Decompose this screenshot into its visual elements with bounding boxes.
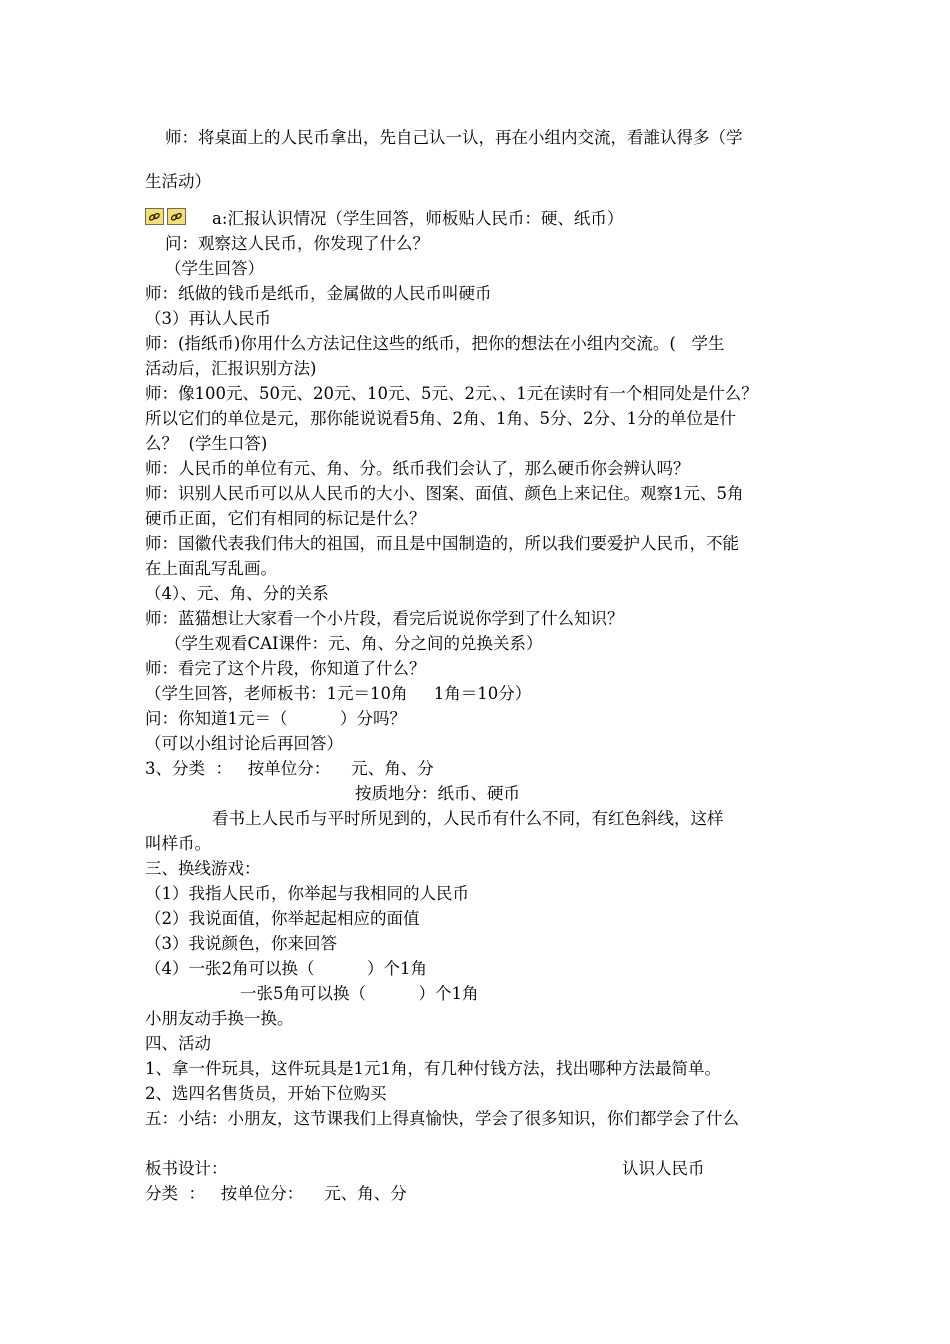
text-line: （4）一张2角可以换（ ）个1角: [145, 959, 427, 978]
text-line: a:汇报认识情况（学生回答，师板贴人民币：硬、纸币）: [212, 209, 624, 228]
text-line: 么？ (学生口答): [145, 434, 268, 453]
text-line: 板书设计：: [145, 1159, 228, 1178]
text-line: （3）再认人民币: [145, 309, 271, 328]
text-line: 在上面乱写乱画。: [145, 559, 277, 578]
hyperlink-icons: [145, 208, 186, 225]
text-line: （2）我说面值，你举起起相应的面值: [145, 909, 420, 928]
text-line: （学生回答，老师板书：1元＝10角 1角＝10分）: [145, 684, 532, 703]
text-line: 活动后，汇报识别方法): [145, 359, 317, 378]
link-icon[interactable]: [145, 208, 164, 225]
text-line: 师：(指纸币)你用什么方法记住这些的纸币，把你的想法在小组内交流。( 学生: [145, 334, 725, 353]
text-line: 师：识别人民币可以从人民币的大小、图案、面值、颜色上来记住。观察1元、5角: [145, 484, 744, 503]
text-line: 五：小结：小朋友，这节课我们上得真愉快，学会了很多知识，你们都学会了什么: [145, 1109, 739, 1128]
text-line: 1、拿一件玩具，这件玩具是1元1角，有几种付钱方法，找出哪种方法最简单。: [145, 1059, 721, 1078]
text-line: 师：国徽代表我们伟大的祖国，而且是中国制造的，所以我们要爱护人民币，不能: [145, 534, 739, 553]
text-line: 分类 ： 按单位分： 元、角、分: [145, 1184, 407, 1203]
text-line: 师：纸做的钱币是纸币，金属做的人民币叫硬币: [145, 284, 492, 303]
text-line: 师：将桌面上的人民币拿出，先自己认一认，再在小组内交流，看誰认得多（学: [165, 128, 743, 147]
text-line: 一张5角可以换（ ）个1角: [240, 984, 479, 1003]
text-line: 问：你知道1元＝（ ）分吗？: [145, 709, 406, 728]
text-line: 四、活动: [145, 1034, 211, 1053]
text-line: （学生观看CAI课件：元、角、分之间的兑换关系）: [165, 634, 543, 653]
text-line: （1）我指人民币，你举起与我相同的人民币: [145, 884, 469, 903]
text-line: 叫样币。: [145, 834, 211, 853]
text-line: 3、分类 ： 按单位分： 元、角、分: [145, 759, 434, 778]
text-line: 师：蓝猫想让大家看一个小片段，看完后说说你学到了什么知识？: [145, 609, 624, 628]
text-line: 看书上人民币与平时所见到的，人民币有什么不同，有红色斜线，这样: [212, 809, 724, 828]
text-line: 师：人民币的单位有元、角、分。纸币我们会认了，那么硬币你会辨认吗？: [145, 459, 690, 478]
text-line: 按质地分：纸币、硬币: [355, 784, 520, 803]
text-line: （4）、元、角、分的关系: [145, 584, 329, 603]
text-line: 小朋友动手换一换。: [145, 1009, 294, 1028]
text-line: 问：观察这人民币，你发现了什么？: [165, 234, 429, 253]
text-line: 所以它们的单位是元，那你能说说看5角、2角、1角、5分、2分、1分的单位是什: [145, 409, 736, 428]
link-icon[interactable]: [167, 208, 186, 225]
text-line: 2、选四名售货员，开始下位购买: [145, 1084, 387, 1103]
text-line: 师：像100元、50元、20元、10元、5元、2元、、1元在读时有一个相同处是什么？: [145, 384, 758, 403]
board-title: 认识人民币: [622, 1159, 705, 1178]
text-line: （可以小组讨论后再回答）: [145, 734, 343, 753]
text-line: （学生回答）: [165, 259, 264, 278]
text-line: 硬币正面，它们有相同的标记是什么？: [145, 509, 426, 528]
text-line: 三、换线游戏：: [145, 859, 261, 878]
text-line: 生活动）: [145, 172, 211, 191]
text-line: 师：看完了这个片段，你知道了什么？: [145, 659, 426, 678]
text-line: （3）我说颜色，你来回答: [145, 934, 337, 953]
